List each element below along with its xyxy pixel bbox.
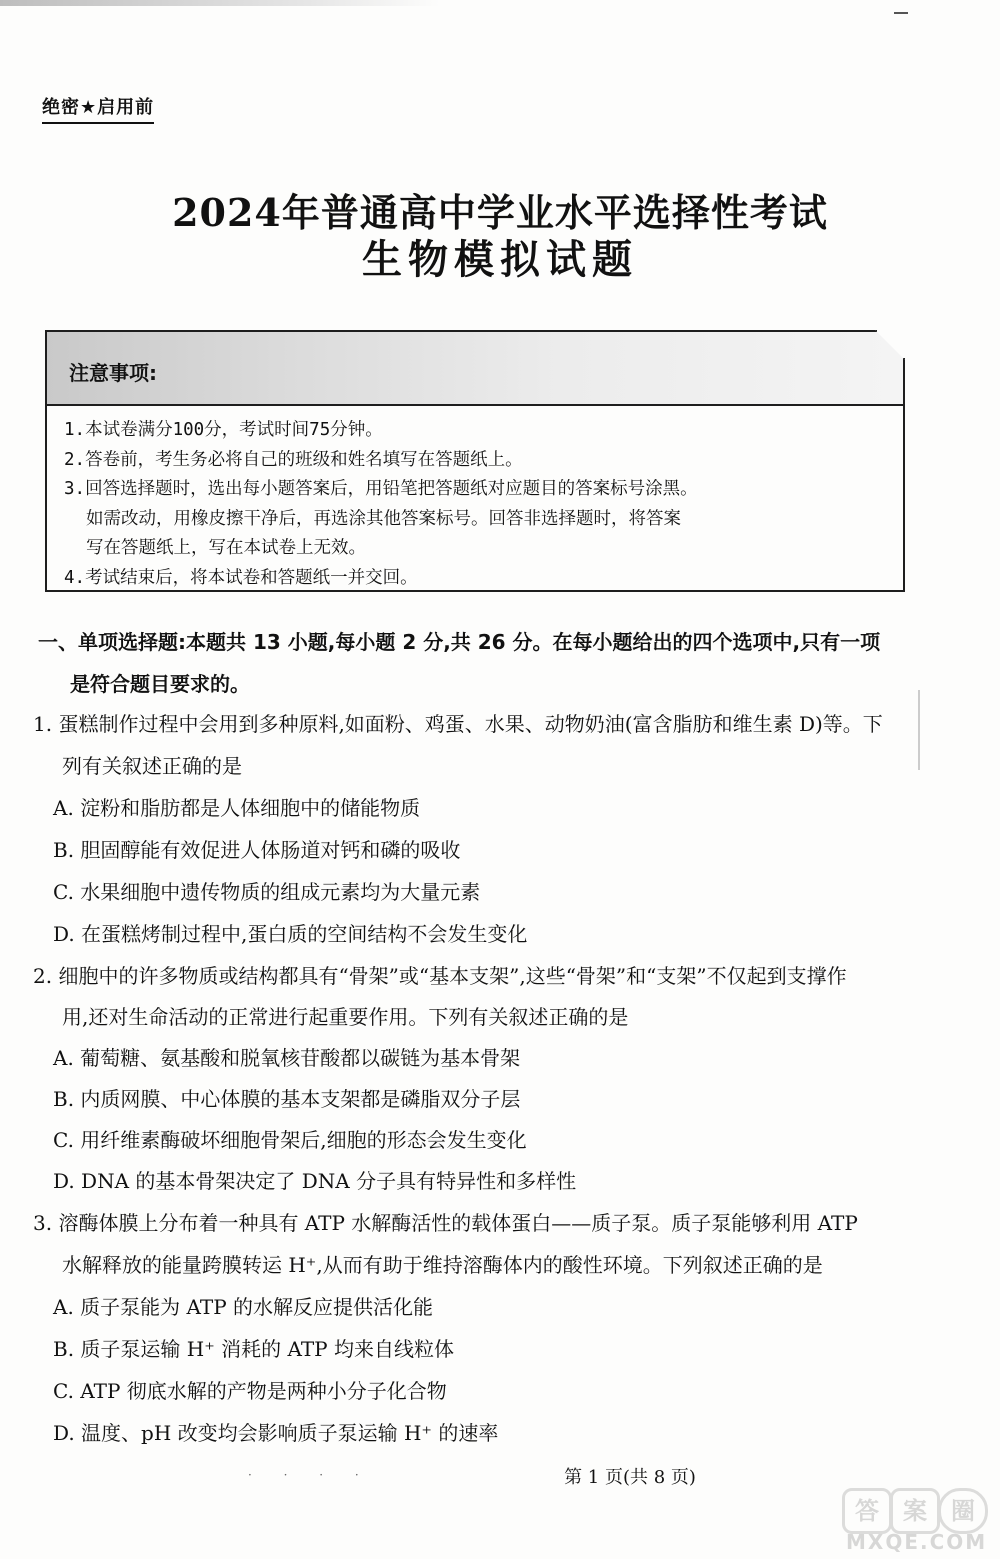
question-3-option-a: A. 质子泵能为 ATP 的水解反应提供活化能	[53, 1295, 434, 1319]
scan-top-band	[0, 0, 440, 6]
question-1-option-b: B. 胆固醇能有效促进人体肠道对钙和磷的吸收	[53, 838, 461, 862]
question-1-stem: 1. 蛋糕制作过程中会用到多种原料,如面粉、鸡蛋、水果、动物奶油(富含脂肪和维生素 D)等。下	[33, 712, 883, 736]
watermark-url: MXQE.COM	[846, 1530, 988, 1554]
page-number: 第 1 页(共 8 页)	[564, 1467, 696, 1488]
exam-subtitle: 生物模拟试题	[362, 236, 638, 283]
scan-mark	[894, 12, 908, 14]
notice-item: 4.考试结束后，将本试卷和答题纸一并交回。	[64, 567, 418, 588]
notice-item: 如需改动，用橡皮擦干净后，再选涂其他答案标号。回答非选择题时，将答案	[86, 508, 681, 529]
question-2-option-a: A. 葡萄糖、氨基酸和脱氧核苷酸都以碳链为基本骨架	[53, 1046, 521, 1070]
notice-header	[47, 332, 903, 406]
question-2-option-d: D. DNA 的基本骨架决定了 DNA 分子具有特异性和多样性	[53, 1169, 577, 1193]
question-3-option-b: B. 质子泵运输 H⁺ 消耗的 ATP 均来自线粒体	[53, 1337, 454, 1361]
watermark-char: 答	[842, 1488, 892, 1534]
question-3-option-d: D. 温度、pH 改变均会影响质子泵运输 H⁺ 的速率	[53, 1421, 499, 1445]
notice-item: 写在答题纸上，写在本试卷上无效。	[86, 538, 366, 558]
question-3-stem-cont: 水解释放的能量跨膜转运 H⁺,从而有助于维持溶酶体内的酸性环境。下列叙述正确的是	[62, 1253, 823, 1277]
question-2-stem-cont: 用,还对生命活动的正常进行起重要作用。下列有关叙述正确的是	[62, 1005, 629, 1029]
notice-list	[64, 416, 883, 593]
question-3-stem: 3. 溶酶体膜上分布着一种具有 ATP 水解酶活性的载体蛋白——质子泵。质子泵能够利用 ATP	[33, 1211, 858, 1235]
exam-title: 2024年普通高中学业水平选择性考试	[172, 190, 828, 235]
secret-label: 绝密★启用前	[42, 93, 154, 124]
notice-box	[45, 330, 905, 592]
question-1-stem-cont: 列有关叙述正确的是	[62, 754, 242, 778]
question-2-option-c: C. 用纤维素酶破坏细胞骨架后,细胞的形态会发生变化	[53, 1128, 527, 1152]
section-heading-cont: 是符合题目要求的。	[70, 672, 250, 696]
notice-item: 3.回答选择题时，选出每小题答案后，用铅笔把答题纸对应题目的答案标号涂黑。	[64, 479, 698, 499]
scan-edge-mark	[918, 690, 920, 770]
watermark-char: 案	[890, 1488, 940, 1534]
watermark-char: 圈	[938, 1488, 988, 1534]
notice-item: 2.答卷前，考生务必将自己的班级和姓名填写在答题纸上。	[64, 449, 523, 470]
question-1-option-c: C. 水果细胞中遗传物质的组成元素均为大量元素	[53, 880, 481, 904]
question-2-option-b: B. 内质网膜、中心体膜的基本支架都是磷脂双分子层	[53, 1087, 521, 1111]
notice-label: 注意事项:	[69, 361, 157, 385]
scan-noise: · · · ·	[248, 1468, 373, 1482]
notice-item: 1.本试卷满分100分，考试时间75分钟。	[64, 420, 383, 440]
section-heading: 一、单项选择题:本题共 13 小题,每小题 2 分,共 26 分。在每小题给出的四个选项中,只有一项	[38, 630, 881, 654]
question-1-option-a: A. 淀粉和脂肪都是人体细胞中的储能物质	[53, 796, 421, 820]
question-3-option-c: C. ATP 彻底水解的产物是两种小分子化合物	[53, 1379, 447, 1403]
watermark-logo	[842, 1488, 988, 1554]
question-1-option-d: D. 在蛋糕烤制过程中,蛋白质的空间结构不会发生变化	[53, 922, 528, 946]
question-2-stem: 2. 细胞中的许多物质或结构都具有“骨架”或“基本支架”,这些“骨架”和“支架”不仅起到支撑作	[33, 964, 847, 988]
